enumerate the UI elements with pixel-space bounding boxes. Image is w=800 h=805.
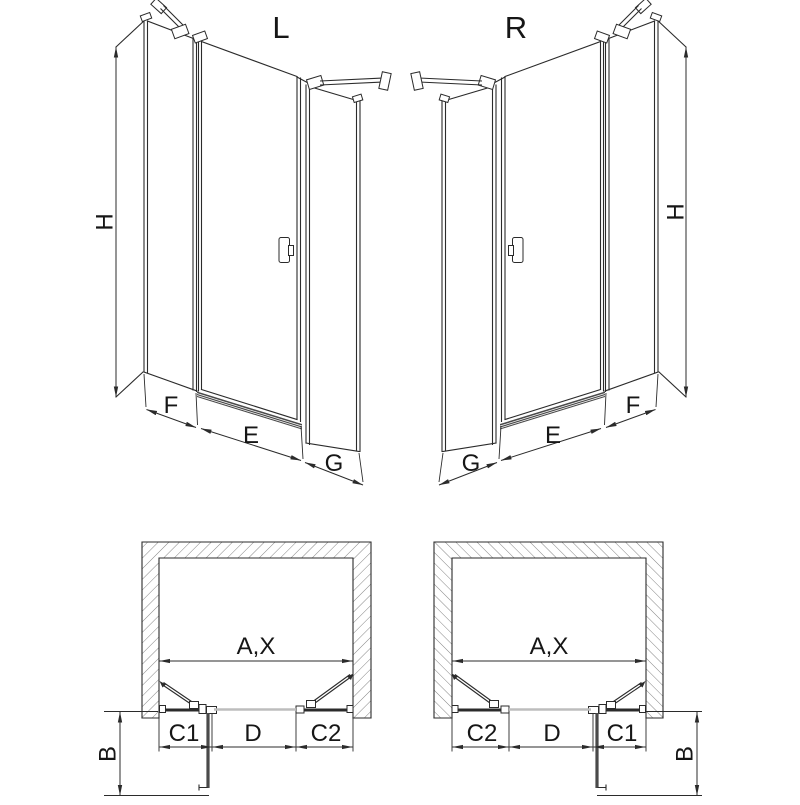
variant-label-left: L [272,10,290,45]
dim-label-d-left: D [244,720,262,747]
dim-label-depth-left: B [94,745,122,763]
dim-label-f-right: F [625,392,641,419]
elevation-left-variant [116,0,391,485]
dim-label-e-right: E [544,422,562,449]
dim-label-c2-right: C2 [466,720,498,747]
plan-left-variant [142,542,371,790]
dim-label-height-left: H [91,213,119,231]
plan-right-variant [434,542,663,790]
variant-label-right: R [504,10,528,45]
dim-label-e-left: E [242,422,260,449]
dim-label-c2-left: C2 [310,720,342,747]
dim-label-opening-right: A,X [529,633,569,660]
dim-label-opening-left: A,X [236,633,276,660]
dim-label-d-right: D [543,720,561,747]
dim-label-c1-right: C1 [606,720,638,747]
dim-label-height-right: H [662,203,690,221]
dim-label-depth-right: B [671,745,699,763]
dim-label-g-right: G [461,450,481,477]
dim-label-c1-left: C1 [168,720,200,747]
dim-label-f-left: F [163,392,179,419]
dim-label-g-left: G [324,450,344,477]
elevation-right-variant [411,0,686,485]
